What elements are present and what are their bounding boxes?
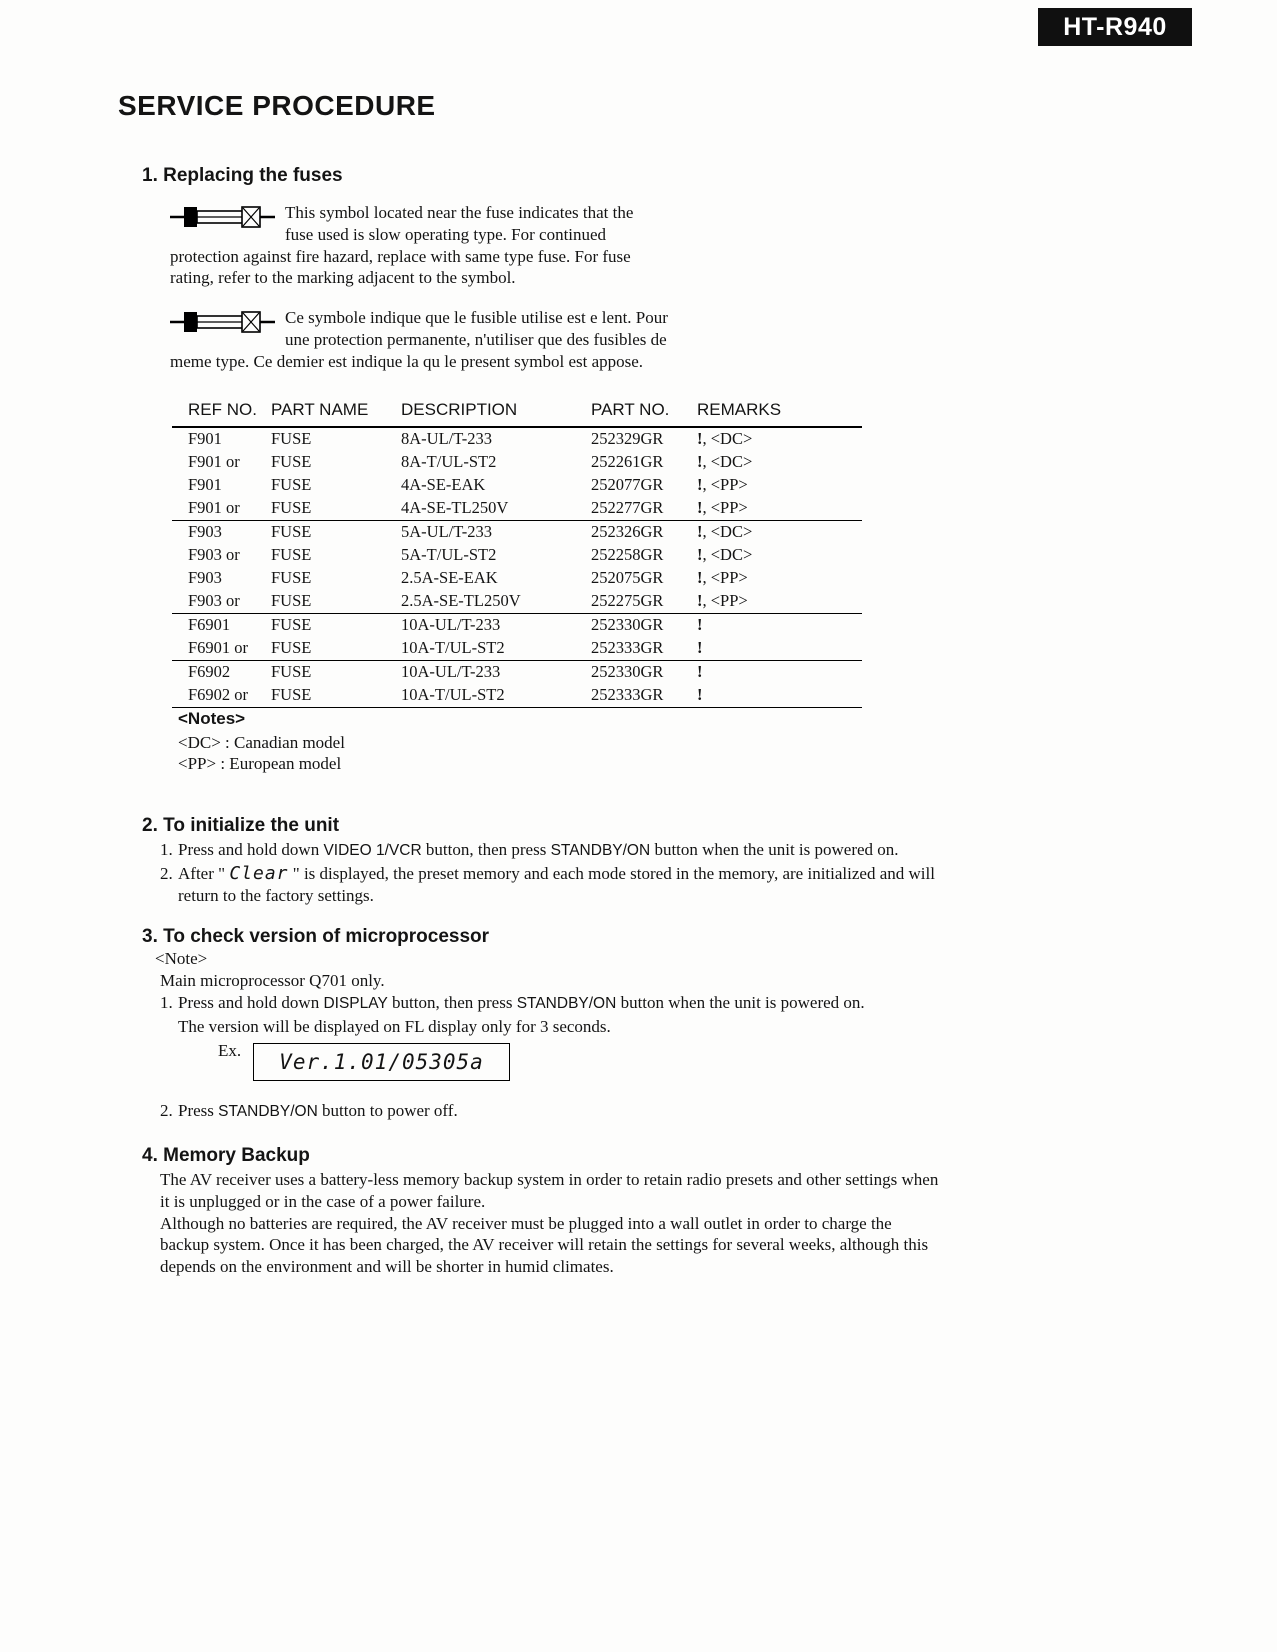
list-number: 1. — [160, 993, 173, 1012]
text-segment: button, then press — [387, 993, 517, 1012]
table-row — [172, 637, 862, 661]
table-cell: F901 or — [172, 497, 271, 521]
table-row — [172, 451, 862, 474]
table-cell: 252261GR — [591, 452, 664, 471]
safety-mark: ! — [697, 591, 703, 610]
table-cell: F903 or — [172, 590, 271, 614]
remark-note: , <PP> — [702, 475, 748, 494]
fuse-table-body — [172, 427, 862, 708]
table-cell: FUSE — [271, 452, 312, 471]
column-header-partno: PART NO. — [591, 398, 697, 427]
table-cell: 2.5A-SE-EAK — [401, 568, 498, 587]
table-cell: 10A-UL/T-233 — [401, 615, 501, 634]
table-cell: FUSE — [271, 568, 312, 587]
text-segment: The version will be displayed on FL display only for 3 seconds. — [178, 1016, 611, 1036]
list-number: 2. — [160, 863, 173, 883]
table-cell-remarks — [697, 521, 862, 545]
text-segment: Press and hold down — [178, 840, 324, 859]
table-cell: FUSE — [271, 475, 312, 494]
button-label-video1-vcr: VIDEO 1/VCR — [323, 842, 422, 859]
text-segment: button, then press — [421, 840, 551, 859]
table-cell: FUSE — [271, 637, 401, 661]
table-cell: 252326GR — [591, 522, 664, 541]
table-cell: 2.5A-SE-TL250V — [401, 590, 591, 614]
note-line-pp: <PP> : European model — [178, 754, 342, 773]
section4-body — [160, 1169, 945, 1278]
section3-list-2 — [160, 1100, 960, 1124]
safety-mark: ! — [697, 429, 703, 448]
table-cell: 8A-T/UL-ST2 — [401, 452, 497, 471]
model-badge: HT-R940 — [1038, 8, 1192, 46]
table-cell: F6901 or — [172, 637, 271, 661]
list-item — [160, 1100, 960, 1124]
table-cell: FUSE — [271, 545, 312, 564]
table-row — [172, 544, 862, 567]
table-cell: F6902 or — [172, 684, 271, 708]
table-row — [172, 614, 862, 638]
safety-mark: ! — [697, 638, 703, 657]
table-cell: F903 — [188, 522, 222, 541]
remark-note: , <PP> — [702, 568, 748, 587]
text-segment: Press and hold down — [178, 993, 324, 1012]
button-label-standby-on: STANDBY/ON — [550, 842, 651, 859]
text-segment: Press — [178, 1101, 219, 1120]
table-cell: 252075GR — [591, 568, 664, 587]
table-cell-remarks — [697, 427, 862, 451]
table-cell: FUSE — [271, 590, 401, 614]
table-cell: F6901 — [188, 615, 231, 634]
table-cell-remarks — [697, 590, 862, 614]
table-cell: 252258GR — [591, 545, 664, 564]
table-cell: FUSE — [271, 522, 312, 541]
button-label-standby-on: STANDBY/ON — [516, 995, 617, 1012]
table-cell: F901 — [188, 475, 222, 494]
table-cell: F903 — [188, 568, 222, 587]
table-cell: 10A-UL/T-233 — [401, 662, 501, 681]
section1-heading: 1. Replacing the fuses — [142, 165, 343, 186]
safety-mark: ! — [697, 615, 703, 634]
table-row — [172, 521, 862, 545]
table-cell: 4A-SE-EAK — [401, 475, 486, 494]
list-item — [160, 863, 970, 908]
column-header-ref: REF NO. — [172, 398, 271, 427]
text-segment: button to power off. — [317, 1101, 458, 1120]
column-header-name: PART NAME — [271, 398, 401, 427]
safety-mark: ! — [697, 568, 703, 587]
table-cell-remarks — [697, 544, 862, 567]
page-title: SERVICE PROCEDURE — [118, 90, 436, 121]
table-cell: F6902 — [188, 662, 231, 681]
table-cell: 252329GR — [591, 429, 664, 448]
safety-mark: ! — [697, 522, 703, 541]
table-row — [172, 567, 862, 590]
remark-note: , <DC> — [702, 429, 753, 448]
table-cell: 252330GR — [591, 615, 664, 634]
table-cell: 5A-T/UL-ST2 — [401, 545, 497, 564]
table-cell-remarks — [697, 497, 862, 521]
table-cell: F903 or — [188, 545, 240, 564]
table-cell-remarks — [697, 637, 862, 661]
fuse-text-fr: Ce symbole indique que le fusible utilise est e lent. Pour une protection permanente, n'utiliser que des fusibles de meme type. Ce demier est indique la qu le present symbol est appose. — [170, 308, 668, 371]
table-cell: 252077GR — [591, 475, 664, 494]
list-text — [178, 839, 970, 863]
section2-list — [160, 839, 970, 908]
table-cell-remarks — [697, 451, 862, 474]
memory-backup-paragraph-2: Although no batteries are required, the AV receiver must be plugged into a wall outlet in order to charge the backup system. Once it has been charged, the AV receiver will retain the settings for several weeks, although this depends on the environment and will be shorter in humid climates. — [160, 1213, 929, 1277]
section3-heading: 3. To check version of microprocessor — [142, 926, 490, 947]
table-row — [172, 497, 862, 521]
memory-backup-paragraph-1: The AV receiver uses a battery-less memory backup system in order to retain radio presets and other settings when it is unplugged or in the case of a power failure. — [160, 1170, 939, 1211]
example-label: Ex. — [218, 1041, 242, 1060]
table-cell: 10A-T/UL-ST2 — [401, 684, 591, 708]
section4-heading: 4. Memory Backup — [142, 1145, 310, 1166]
section2-heading: 2. To initialize the unit — [142, 815, 340, 836]
fuse-paragraph-en — [170, 202, 664, 289]
table-row — [172, 590, 862, 614]
list-text — [178, 863, 970, 908]
list-text — [178, 1100, 960, 1124]
table-cell: FUSE — [271, 662, 312, 681]
table-cell-remarks — [697, 614, 862, 638]
table-cell-remarks — [697, 567, 862, 590]
list-number: 2. — [160, 1101, 173, 1120]
table-cell: FUSE — [271, 615, 312, 634]
version-display-box: Ver.1.01/05305a — [253, 1043, 510, 1081]
remark-note: , <DC> — [702, 452, 753, 471]
table-cell: 4A-SE-TL250V — [401, 497, 591, 521]
section3-note-text: Main microprocessor Q701 only. — [160, 971, 385, 990]
section3-note-heading: <Note> — [155, 949, 208, 968]
section3-list — [160, 992, 960, 1038]
column-header-desc: DESCRIPTION — [401, 398, 591, 427]
text-segment: button when the unit is powered on. — [650, 840, 899, 859]
table-cell: 252333GR — [591, 637, 697, 661]
list-text — [178, 992, 960, 1038]
table-row — [172, 474, 862, 497]
slow-blow-fuse-icon — [170, 309, 275, 341]
list-item — [160, 839, 970, 863]
table-cell: FUSE — [271, 429, 312, 448]
table-row — [172, 661, 862, 685]
table-notes — [178, 708, 345, 775]
table-cell-remarks — [697, 661, 862, 685]
remark-note: , <DC> — [702, 522, 753, 541]
safety-mark: ! — [697, 452, 703, 471]
table-cell: 10A-T/UL-ST2 — [401, 637, 591, 661]
table-cell-remarks — [697, 474, 862, 497]
table-cell: 8A-UL/T-233 — [401, 429, 493, 448]
display-text-clear: Clear — [229, 862, 289, 884]
list-number: 1. — [160, 840, 173, 859]
table-cell: 252277GR — [591, 497, 697, 521]
table-cell: 252330GR — [591, 662, 664, 681]
fuse-table — [172, 398, 862, 708]
button-label-display: DISPLAY — [323, 995, 388, 1012]
slow-blow-fuse-icon — [170, 204, 275, 236]
table-cell: F901 or — [188, 452, 240, 471]
remark-note: , <DC> — [702, 545, 753, 564]
button-label-standby-on: STANDBY/ON — [218, 1103, 318, 1120]
text-segment: After " — [178, 863, 230, 883]
remark-note: , <PP> — [702, 591, 748, 610]
table-cell: 5A-UL/T-233 — [401, 522, 493, 541]
notes-heading: <Notes> — [178, 709, 246, 728]
table-row — [172, 684, 862, 708]
table-row — [172, 427, 862, 451]
table-cell: 252333GR — [591, 684, 697, 708]
text-segment: " is displayed, the preset memory and each mode stored in the memory, are initialized and will return to the factory settings. — [178, 863, 935, 905]
table-cell: F901 — [188, 429, 222, 448]
safety-mark: ! — [697, 498, 703, 517]
safety-mark: ! — [697, 545, 703, 564]
table-header-row — [172, 398, 862, 427]
safety-mark: ! — [697, 662, 703, 681]
note-line-dc: <DC> : Canadian model — [178, 732, 345, 752]
table-cell-remarks — [697, 684, 862, 708]
safety-mark: ! — [697, 475, 703, 494]
fuse-text-en: This symbol located near the fuse indicates that the fuse used is slow operating type. For continued protection against fire hazard, replace with same type fuse. For fuse rating, refer to the marking adjacent to the symbol. — [170, 203, 634, 288]
fuse-paragraph-fr — [170, 307, 672, 372]
table-cell: FUSE — [271, 684, 401, 708]
remark-note: , <PP> — [702, 498, 748, 517]
column-header-remarks: REMARKS — [697, 398, 862, 427]
text-segment: button when the unit is powered on. — [616, 993, 865, 1012]
table-cell: 252275GR — [591, 590, 697, 614]
list-item — [160, 992, 960, 1038]
table-cell: FUSE — [271, 497, 401, 521]
safety-mark: ! — [697, 685, 703, 704]
